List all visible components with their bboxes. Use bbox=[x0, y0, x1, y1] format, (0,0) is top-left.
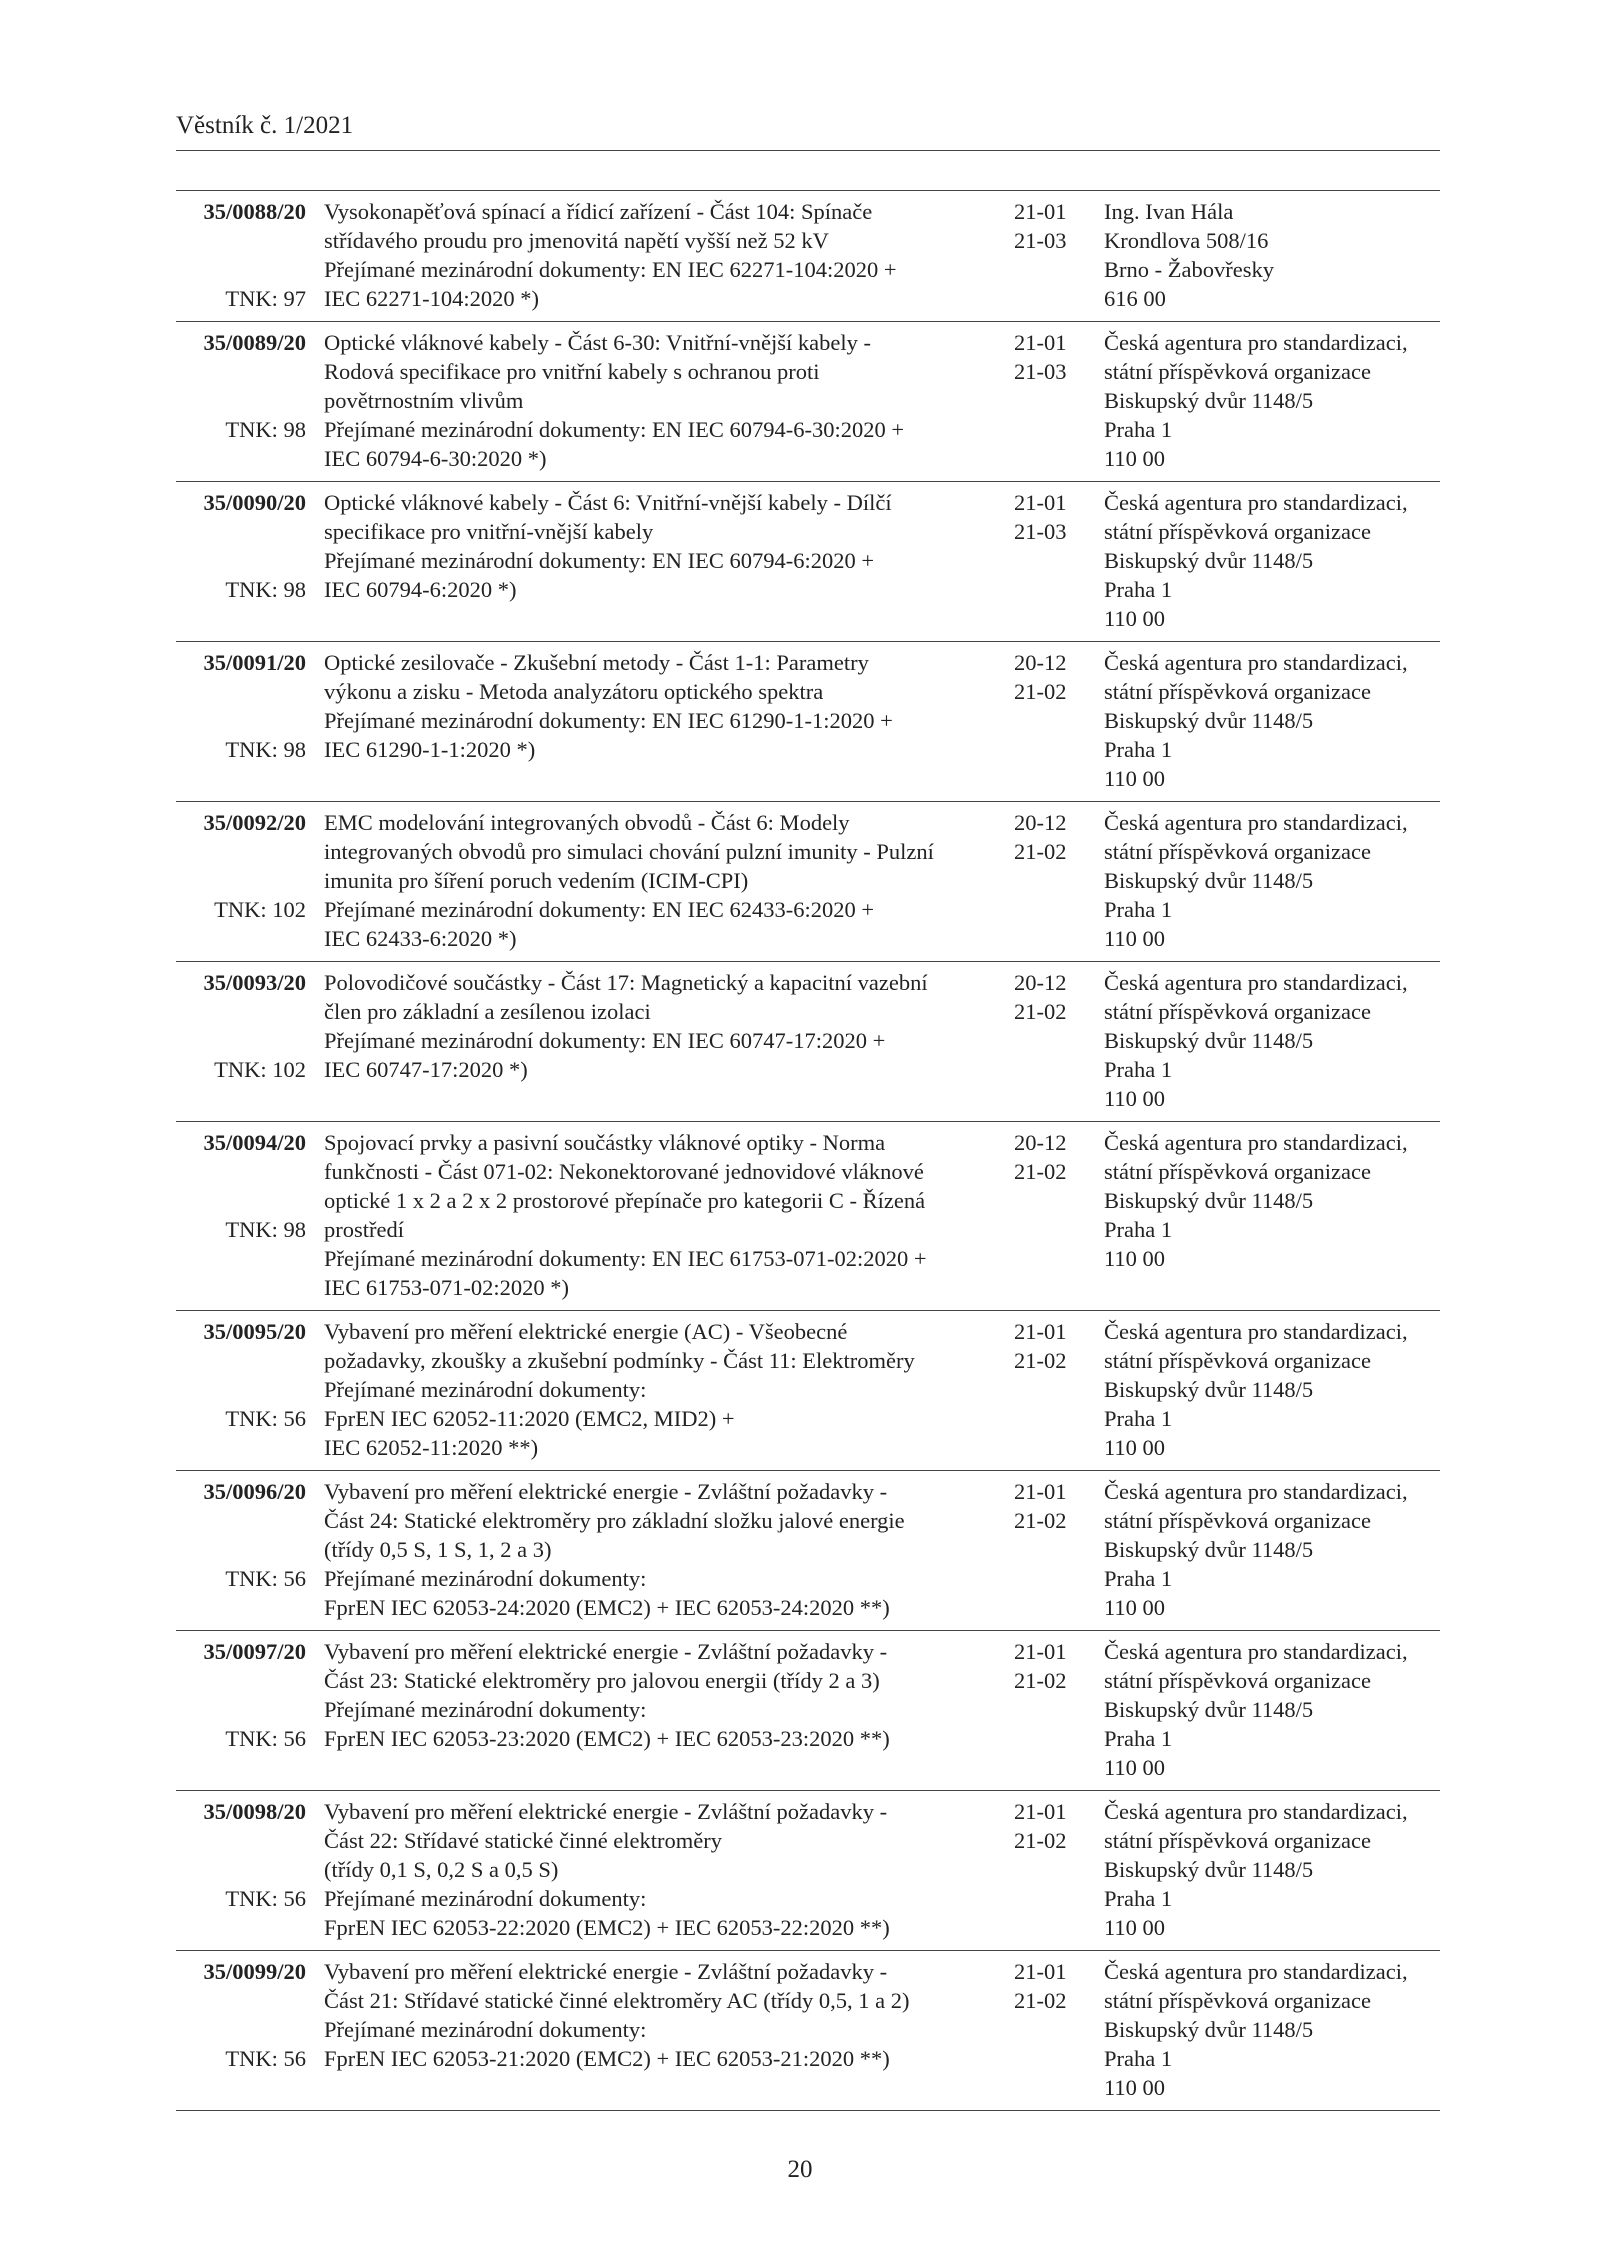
standard-title-line: IEC 60794-6:2020 *) bbox=[324, 577, 517, 602]
processor-address-cell bbox=[1104, 1631, 1440, 1791]
date-code: 21-02 bbox=[1014, 1348, 1067, 1373]
address-line: Ing. Ivan Hála bbox=[1104, 199, 1234, 224]
standard-title-line: IEC 60747-17:2020 *) bbox=[324, 1057, 528, 1082]
date-code: 21-01 bbox=[1014, 199, 1067, 224]
standard-title-line: IEC 61753-071-02:2020 *) bbox=[324, 1275, 569, 1300]
date-code: 21-03 bbox=[1014, 519, 1067, 544]
standard-title-cell bbox=[324, 962, 1014, 1122]
table-row bbox=[176, 191, 1440, 322]
standard-title-line: IEC 62271-104:2020 *) bbox=[324, 286, 539, 311]
standard-title-line: funkčnosti - Část 071-02: Nekonektorované jednovidové vláknové bbox=[324, 1159, 924, 1184]
standard-title-line: FprEN IEC 62053-21:2020 (EMC2) + IEC 62053-21:2020 **) bbox=[324, 2046, 890, 2071]
standard-id-cell bbox=[176, 1791, 324, 1951]
standard-title-line: Přejímané mezinárodní dokumenty: bbox=[324, 1377, 647, 1402]
date-code: 21-02 bbox=[1014, 1988, 1067, 2013]
standard-title-line: (třídy 0,1 S, 0,2 S a 0,5 S) bbox=[324, 1857, 559, 1882]
standard-title-cell bbox=[324, 482, 1014, 642]
standard-title-cell bbox=[324, 1311, 1014, 1471]
tnk-label: TNK: 56 bbox=[225, 1726, 306, 1751]
standard-id-cell bbox=[176, 962, 324, 1122]
address-line: Česká agentura pro standardizaci, bbox=[1104, 1479, 1408, 1504]
tnk-label: TNK: 56 bbox=[225, 1566, 306, 1591]
standard-title-line: Přejímané mezinárodní dokumenty: EN IEC 61753-071-02:2020 + bbox=[324, 1246, 927, 1271]
standard-number: 35/0088/20 bbox=[203, 199, 306, 224]
standard-title-line: prostředí bbox=[324, 1217, 404, 1242]
address-line: státní příspěvková organizace bbox=[1104, 999, 1371, 1024]
processor-address-cell bbox=[1104, 802, 1440, 962]
address-line: 110 00 bbox=[1104, 1915, 1166, 1940]
standard-title-line: Rodová specifikace pro vnitřní kabely s ochranou proti bbox=[324, 359, 820, 384]
date-code: 21-02 bbox=[1014, 999, 1067, 1024]
address-line: 110 00 bbox=[1104, 1086, 1166, 1111]
date-code: 21-02 bbox=[1014, 679, 1067, 704]
standard-title-cell bbox=[324, 642, 1014, 802]
table-row bbox=[176, 1951, 1440, 2111]
standard-number: 35/0091/20 bbox=[203, 650, 306, 675]
tnk-label: TNK: 56 bbox=[225, 2046, 306, 2071]
standard-number: 35/0089/20 bbox=[203, 330, 306, 355]
standard-title-line: Část 22: Střídavé statické činné elektroměry bbox=[324, 1828, 723, 1853]
address-line: Česká agentura pro standardizaci, bbox=[1104, 970, 1408, 995]
address-line: Praha 1 bbox=[1104, 1406, 1173, 1431]
date-code: 21-01 bbox=[1014, 1319, 1067, 1344]
address-line: státní příspěvková organizace bbox=[1104, 1348, 1371, 1373]
processor-address-cell bbox=[1104, 1471, 1440, 1631]
standard-title-cell bbox=[324, 802, 1014, 962]
standard-title-line: IEC 62052-11:2020 **) bbox=[324, 1435, 539, 1460]
standard-title-line: FprEN IEC 62053-22:2020 (EMC2) + IEC 62053-22:2020 **) bbox=[324, 1915, 890, 1940]
standard-title-line: integrovaných obvodů pro simulaci chování pulzní imunity - Pulzní bbox=[324, 839, 934, 864]
standard-title-line: (třídy 0,5 S, 1 S, 1, 2 a 3) bbox=[324, 1537, 552, 1562]
standards-table-body bbox=[176, 191, 1440, 2111]
table-row bbox=[176, 482, 1440, 642]
standard-title-line: Přejímané mezinárodní dokumenty: EN IEC 60794-6:2020 + bbox=[324, 548, 875, 573]
address-line: Praha 1 bbox=[1104, 2046, 1173, 2071]
standard-number: 35/0092/20 bbox=[203, 810, 306, 835]
dates-cell bbox=[1014, 1791, 1104, 1951]
page-header: Věstník č. 1/2021 bbox=[176, 112, 1440, 151]
page-number: 20 bbox=[787, 2156, 813, 2183]
standard-title-line: Vybavení pro měření elektrické energie - Zvláštní požadavky - bbox=[324, 1799, 888, 1824]
table-row bbox=[176, 1791, 1440, 1951]
standard-number: 35/0096/20 bbox=[203, 1479, 306, 1504]
standard-title-line: FprEN IEC 62053-23:2020 (EMC2) + IEC 62053-23:2020 **) bbox=[324, 1726, 890, 1751]
standard-id-cell bbox=[176, 1122, 324, 1311]
standard-title-cell bbox=[324, 1471, 1014, 1631]
processor-address-cell bbox=[1104, 642, 1440, 802]
processor-address-cell bbox=[1104, 1791, 1440, 1951]
standard-number: 35/0098/20 bbox=[203, 1799, 306, 1824]
standard-title-line: Přejímané mezinárodní dokumenty: bbox=[324, 1886, 647, 1911]
standard-title-line: Přejímané mezinárodní dokumenty: EN IEC 61290-1-1:2020 + bbox=[324, 708, 893, 733]
address-line: Praha 1 bbox=[1104, 1057, 1173, 1082]
date-code: 20-12 bbox=[1014, 1130, 1067, 1155]
dates-cell bbox=[1014, 1311, 1104, 1471]
address-line: 110 00 bbox=[1104, 2075, 1166, 2100]
processor-address-cell bbox=[1104, 1122, 1440, 1311]
date-code: 21-01 bbox=[1014, 490, 1067, 515]
address-line: Praha 1 bbox=[1104, 1886, 1173, 1911]
standard-number: 35/0090/20 bbox=[203, 490, 306, 515]
standard-id-group bbox=[176, 1317, 306, 1433]
address-line: Krondlova 508/16 bbox=[1104, 228, 1269, 253]
date-code: 21-01 bbox=[1014, 330, 1067, 355]
address-line: státní příspěvková organizace bbox=[1104, 519, 1371, 544]
standard-number: 35/0099/20 bbox=[203, 1959, 306, 1984]
standard-title-line: Přejímané mezinárodní dokumenty: bbox=[324, 2017, 647, 2042]
standard-id-cell bbox=[176, 322, 324, 482]
date-code: 21-03 bbox=[1014, 228, 1067, 253]
address-line: 110 00 bbox=[1104, 766, 1166, 791]
standards-table bbox=[176, 190, 1440, 2111]
date-code: 21-02 bbox=[1014, 1159, 1067, 1184]
address-line: 110 00 bbox=[1104, 926, 1166, 951]
standard-id-cell bbox=[176, 191, 324, 322]
address-line: Praha 1 bbox=[1104, 1566, 1173, 1591]
table-row bbox=[176, 642, 1440, 802]
standard-title-line: Optické vláknové kabely - Část 6: Vnitřní-vnější kabely - Dílčí bbox=[324, 490, 892, 515]
tnk-label: TNK: 98 bbox=[225, 737, 306, 762]
dates-cell bbox=[1014, 482, 1104, 642]
date-code: 21-02 bbox=[1014, 839, 1067, 864]
standard-id-cell bbox=[176, 1311, 324, 1471]
standard-title-line: Přejímané mezinárodní dokumenty: bbox=[324, 1697, 647, 1722]
standard-title-line: specifikace pro vnitřní-vnější kabely bbox=[324, 519, 654, 544]
standard-id-group bbox=[176, 1957, 306, 2073]
standard-title-line: Přejímané mezinárodní dokumenty: EN IEC 60747-17:2020 + bbox=[324, 1028, 886, 1053]
address-line: státní příspěvková organizace bbox=[1104, 1508, 1371, 1533]
address-line: státní příspěvková organizace bbox=[1104, 1988, 1371, 2013]
standard-title-line: Vybavení pro měření elektrické energie - Zvláštní požadavky - bbox=[324, 1639, 888, 1664]
standard-title-line: Vybavení pro měření elektrické energie - Zvláštní požadavky - bbox=[324, 1479, 888, 1504]
address-line: státní příspěvková organizace bbox=[1104, 1159, 1371, 1184]
standard-id-group bbox=[176, 1477, 306, 1593]
standard-id-group bbox=[176, 1637, 306, 1753]
processor-address-cell bbox=[1104, 482, 1440, 642]
date-code: 20-12 bbox=[1014, 970, 1067, 995]
address-line: 110 00 bbox=[1104, 1755, 1166, 1780]
standard-title-line: člen pro základní a zesílenou izolaci bbox=[324, 999, 651, 1024]
address-line: státní příspěvková organizace bbox=[1104, 839, 1371, 864]
standard-title-cell bbox=[324, 1791, 1014, 1951]
standard-id-group bbox=[176, 1128, 306, 1244]
dates-cell bbox=[1014, 191, 1104, 322]
standard-title-line: střídavého proudu pro jmenovitá napětí vyšší než 52 kV bbox=[324, 228, 829, 253]
date-code: 21-02 bbox=[1014, 1668, 1067, 1693]
processor-address-cell bbox=[1104, 1951, 1440, 2111]
date-code: 21-01 bbox=[1014, 1799, 1067, 1824]
standard-id-group bbox=[176, 968, 306, 1084]
tnk-label: TNK: 102 bbox=[214, 1057, 306, 1082]
address-line: Česká agentura pro standardizaci, bbox=[1104, 1799, 1408, 1824]
table-row bbox=[176, 1631, 1440, 1791]
tnk-label: TNK: 98 bbox=[225, 577, 306, 602]
standard-title-line: Optické zesilovače - Zkušební metody - Část 1-1: Parametry bbox=[324, 650, 869, 675]
address-line: Biskupský dvůr 1148/5 bbox=[1104, 548, 1314, 573]
address-line: Česká agentura pro standardizaci, bbox=[1104, 330, 1408, 355]
address-line: 110 00 bbox=[1104, 606, 1166, 631]
standard-title-cell bbox=[324, 191, 1014, 322]
address-line: Praha 1 bbox=[1104, 417, 1173, 442]
standard-title-line: Spojovací prvky a pasivní součástky vláknové optiky - Norma bbox=[324, 1130, 886, 1155]
standard-number: 35/0094/20 bbox=[203, 1130, 306, 1155]
address-line: státní příspěvková organizace bbox=[1104, 359, 1371, 384]
standard-id-cell bbox=[176, 1471, 324, 1631]
standard-title-line: Vybavení pro měření elektrické energie - Zvláštní požadavky - bbox=[324, 1959, 888, 1984]
tnk-label: TNK: 56 bbox=[225, 1886, 306, 1911]
tnk-label: TNK: 102 bbox=[214, 897, 306, 922]
processor-address-cell bbox=[1104, 962, 1440, 1122]
standard-id-group bbox=[176, 1797, 306, 1913]
table-row bbox=[176, 802, 1440, 962]
address-line: 110 00 bbox=[1104, 1435, 1166, 1460]
address-line: Biskupský dvůr 1148/5 bbox=[1104, 868, 1314, 893]
dates-cell bbox=[1014, 962, 1104, 1122]
processor-address-cell bbox=[1104, 191, 1440, 322]
standard-title-line: imunita pro šíření poruch vedením (ICIM-CPI) bbox=[324, 868, 749, 893]
dates-cell bbox=[1014, 1122, 1104, 1311]
address-line: Česká agentura pro standardizaci, bbox=[1104, 1639, 1408, 1664]
table-row bbox=[176, 1471, 1440, 1631]
standard-number: 35/0093/20 bbox=[203, 970, 306, 995]
address-line: Praha 1 bbox=[1104, 577, 1173, 602]
standard-title-cell bbox=[324, 1122, 1014, 1311]
address-line: Česká agentura pro standardizaci, bbox=[1104, 1319, 1408, 1344]
address-line: Praha 1 bbox=[1104, 897, 1173, 922]
address-line: Biskupský dvůr 1148/5 bbox=[1104, 708, 1314, 733]
date-code: 21-01 bbox=[1014, 1959, 1067, 1984]
date-code: 21-03 bbox=[1014, 359, 1067, 384]
date-code: 20-12 bbox=[1014, 650, 1067, 675]
standard-id-group bbox=[176, 648, 306, 764]
standard-id-group bbox=[176, 488, 306, 604]
address-line: Praha 1 bbox=[1104, 1726, 1173, 1751]
address-line: Biskupský dvůr 1148/5 bbox=[1104, 1697, 1314, 1722]
standard-title-line: Optické vláknové kabely - Část 6-30: Vnitřní-vnější kabely - bbox=[324, 330, 871, 355]
standard-title-line: Přejímané mezinárodní dokumenty: bbox=[324, 1566, 647, 1591]
address-line: Česká agentura pro standardizaci, bbox=[1104, 490, 1408, 515]
address-line: Praha 1 bbox=[1104, 737, 1173, 762]
address-line: 616 00 bbox=[1104, 286, 1166, 311]
dates-cell bbox=[1014, 642, 1104, 802]
date-code: 21-02 bbox=[1014, 1828, 1067, 1853]
address-line: 110 00 bbox=[1104, 1595, 1166, 1620]
standard-title-line: povětrnostním vlivům bbox=[324, 388, 524, 413]
tnk-label: TNK: 97 bbox=[225, 286, 306, 311]
tnk-label: TNK: 56 bbox=[225, 1406, 306, 1431]
standard-title-line: Přejímané mezinárodní dokumenty: EN IEC 62433-6:2020 + bbox=[324, 897, 875, 922]
standard-id-cell bbox=[176, 802, 324, 962]
processor-address-cell bbox=[1104, 322, 1440, 482]
address-line: 110 00 bbox=[1104, 446, 1166, 471]
standard-title-line: Část 24: Statické elektroměry pro základní složku jalové energie bbox=[324, 1508, 905, 1533]
standard-title-line: Vybavení pro měření elektrické energie (AC) - Všeobecné bbox=[324, 1319, 848, 1344]
standard-title-cell bbox=[324, 322, 1014, 482]
standard-title-line: Vysokonapěťová spínací a řídicí zařízení - Část 104: Spínače bbox=[324, 199, 873, 224]
address-line: Biskupský dvůr 1148/5 bbox=[1104, 1188, 1314, 1213]
address-line: státní příspěvková organizace bbox=[1104, 1828, 1371, 1853]
address-line: Česká agentura pro standardizaci, bbox=[1104, 650, 1408, 675]
address-line: státní příspěvková organizace bbox=[1104, 679, 1371, 704]
standard-id-cell bbox=[176, 642, 324, 802]
standard-title-line: Část 23: Statické elektroměry pro jalovou energii (třídy 2 a 3) bbox=[324, 1668, 880, 1693]
processor-address-cell bbox=[1104, 1311, 1440, 1471]
standard-id-group bbox=[176, 197, 306, 313]
dates-cell bbox=[1014, 1951, 1104, 2111]
standard-id-group bbox=[176, 808, 306, 924]
tnk-label: TNK: 98 bbox=[225, 417, 306, 442]
standard-id-cell bbox=[176, 1631, 324, 1791]
address-line: Česká agentura pro standardizaci, bbox=[1104, 1959, 1408, 1984]
date-code: 20-12 bbox=[1014, 810, 1067, 835]
table-row bbox=[176, 322, 1440, 482]
table-row bbox=[176, 1122, 1440, 1311]
standard-id-group bbox=[176, 328, 306, 444]
standard-id-cell bbox=[176, 1951, 324, 2111]
standard-title-line: Přejímané mezinárodní dokumenty: EN IEC 62271-104:2020 + bbox=[324, 257, 897, 282]
standard-title-line: požadavky, zkoušky a zkušební podmínky - Část 11: Elektroměry bbox=[324, 1348, 915, 1373]
standard-title-cell bbox=[324, 1951, 1014, 2111]
standard-title-line: výkonu a zisku - Metoda analyzátoru optického spektra bbox=[324, 679, 824, 704]
standard-title-line: IEC 60794-6-30:2020 *) bbox=[324, 446, 547, 471]
address-line: Biskupský dvůr 1148/5 bbox=[1104, 388, 1314, 413]
address-line: Česká agentura pro standardizaci, bbox=[1104, 1130, 1408, 1155]
standard-title-line: Část 21: Střídavé statické činné elektroměry AC (třídy 0,5, 1 a 2) bbox=[324, 1988, 910, 2013]
standard-title-line: FprEN IEC 62053-24:2020 (EMC2) + IEC 62053-24:2020 **) bbox=[324, 1595, 890, 1620]
address-line: Praha 1 bbox=[1104, 1217, 1173, 1242]
table-row bbox=[176, 962, 1440, 1122]
dates-cell bbox=[1014, 322, 1104, 482]
address-line: Biskupský dvůr 1148/5 bbox=[1104, 2017, 1314, 2042]
standard-title-line: Přejímané mezinárodní dokumenty: EN IEC 60794-6-30:2020 + bbox=[324, 417, 905, 442]
date-code: 21-01 bbox=[1014, 1479, 1067, 1504]
tnk-label: TNK: 98 bbox=[225, 1217, 306, 1242]
standard-title-line: FprEN IEC 62052-11:2020 (EMC2, MID2) + bbox=[324, 1406, 735, 1431]
standard-title-line: IEC 61290-1-1:2020 *) bbox=[324, 737, 536, 762]
address-line: Biskupský dvůr 1148/5 bbox=[1104, 1537, 1314, 1562]
dates-cell bbox=[1014, 1631, 1104, 1791]
date-code: 21-02 bbox=[1014, 1508, 1067, 1533]
address-line: státní příspěvková organizace bbox=[1104, 1668, 1371, 1693]
address-line: Česká agentura pro standardizaci, bbox=[1104, 810, 1408, 835]
dates-cell bbox=[1014, 1471, 1104, 1631]
address-line: Biskupský dvůr 1148/5 bbox=[1104, 1377, 1314, 1402]
standard-title-line: optické 1 x 2 a 2 x 2 prostorové přepínače pro kategorii C - Řízená bbox=[324, 1188, 926, 1213]
standard-title-line: Polovodičové součástky - Část 17: Magnetický a kapacitní vazební bbox=[324, 970, 928, 995]
address-line: 110 00 bbox=[1104, 1246, 1166, 1271]
dates-cell bbox=[1014, 802, 1104, 962]
standard-id-cell bbox=[176, 482, 324, 642]
standard-number: 35/0097/20 bbox=[203, 1639, 306, 1664]
address-line: Biskupský dvůr 1148/5 bbox=[1104, 1857, 1314, 1882]
address-line: Biskupský dvůr 1148/5 bbox=[1104, 1028, 1314, 1053]
standard-number: 35/0095/20 bbox=[203, 1319, 306, 1344]
address-line: Brno - Žabovřesky bbox=[1104, 257, 1274, 282]
standard-title-line: IEC 62433-6:2020 *) bbox=[324, 926, 517, 951]
date-code: 21-01 bbox=[1014, 1639, 1067, 1664]
standard-title-line: EMC modelování integrovaných obvodů - Část 6: Modely bbox=[324, 810, 850, 835]
table-row bbox=[176, 1311, 1440, 1471]
standard-title-cell bbox=[324, 1631, 1014, 1791]
